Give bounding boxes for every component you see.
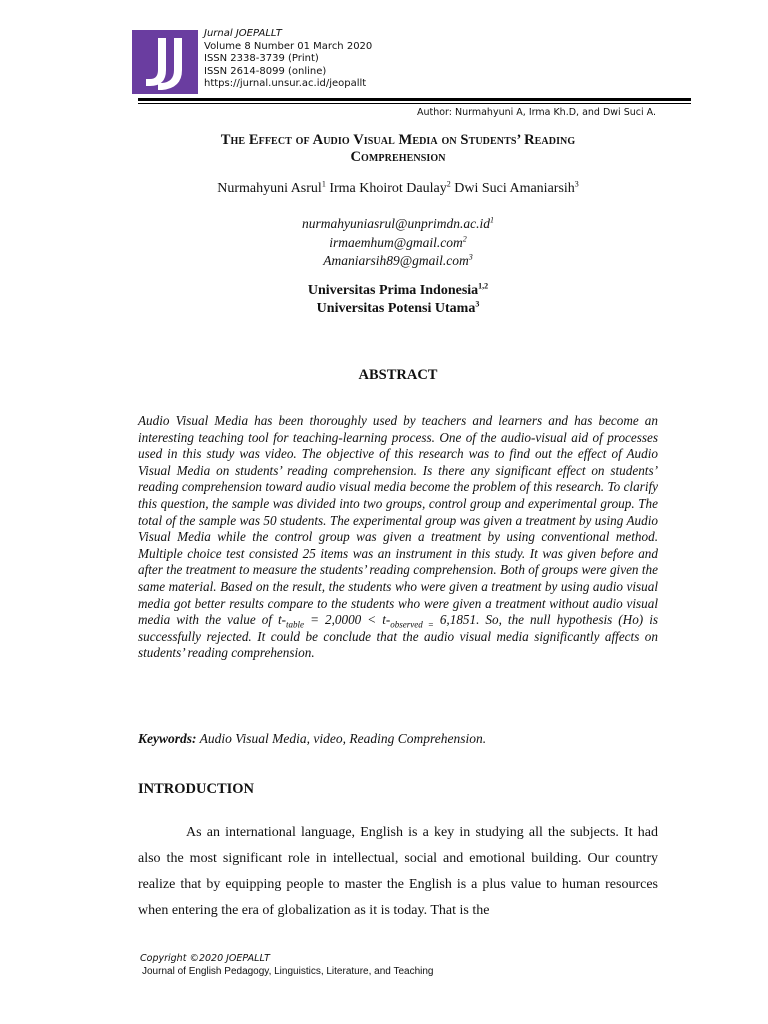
affiliation-sup: 3 [475, 299, 480, 309]
subscript-observed: observed = [390, 619, 434, 630]
issn-print: ISSN 2338-3739 (Print) [204, 53, 319, 64]
author-sup: 1 [321, 179, 326, 189]
author-name: Dwi Suci Amaniarsih [454, 181, 575, 196]
affiliation-name: Universitas Potensi Utama [316, 301, 476, 316]
issn-online: ISSN 2614-8099 (online) [204, 65, 327, 77]
author-email[interactable]: irmaemhum@gmail.com [329, 234, 463, 250]
journal-logo [132, 30, 198, 94]
author-email[interactable]: Amaniarsih89@gmail.com [323, 253, 469, 268]
abstract-text [138, 413, 658, 662]
subscript-table: table [286, 619, 305, 630]
author-name: Irma Khoirot Daulay [329, 181, 447, 196]
author-sup: 3 [574, 179, 579, 189]
journal-name: Jurnal JOEPALLT [204, 28, 282, 39]
author-list [138, 181, 658, 197]
author-email[interactable]: nurmahyuniasrul@unprimdn.ac.id [302, 216, 490, 231]
paper-title-line2: Comprehension [350, 149, 446, 165]
abstract-heading: ABSTRACT [358, 367, 438, 383]
journal-url[interactable]: https://jurnal.unsur.ac.id/jeopallt [204, 78, 367, 89]
email-sup: 3 [468, 252, 473, 262]
running-author-line: Author: Nurmahyuni A, Irma Kh.D, and Dwi Suci A. [416, 107, 656, 118]
abstract-text-part2: = 2,0000 < t- [304, 612, 391, 628]
affiliations [138, 282, 658, 318]
abstract-text-part1: Audio Visual Media has been thoroughly used by teachers and learners and has become an interesting teaching tool for teaching-learning process. One of the audio-visual aid of processes used in this study was video. The objective of this research was to find out the effect of Audio Visual Media on students’ reading comprehension. Is there any significant effect on students’ reading comprehension toward audio visual media become the problem of this research. To clarify this question, the sample was divided into two groups, control group and experimental group. The total of the sample was 50 students. The experimental group was given a treatment by using Audio Visual Media while the control group was given a treatment by using conventional method. Multiple choice test consisted 25 items was an instrument in this study. It was given before and after the treatment to measure the students’ reading comprehension. Both of groups were given the same material. Based on the result, the students who were given a treatment by using audio visual media got better results compare to the students who were given a treatment without audio visual media with the value of t- [138, 413, 658, 628]
copyright-notice: Copyright ©2020 JOEPALLT [140, 953, 270, 964]
affiliation-sup: 1,2 [478, 281, 489, 291]
author-sup: 2 [446, 179, 451, 189]
author-name: Nurmahyuni Asrul [217, 181, 322, 196]
keywords-label: Keywords: [138, 731, 197, 746]
keywords [138, 731, 658, 747]
paper-title-line1: The Effect of Audio Visual Media on Students’ Reading [220, 132, 576, 148]
journal-full-name: Journal of English Pedagogy, Linguistics, Literature, and Teaching [142, 966, 434, 977]
keywords-text: Audio Visual Media, video, Reading Comprehension. [196, 731, 487, 746]
header-rule-thin [138, 103, 691, 104]
paper-title [138, 132, 658, 166]
journal-volume: Volume 8 Number 01 March 2020 [204, 40, 373, 52]
introduction-heading: INTRODUCTION [138, 781, 255, 797]
abstract-text-part3: 6,1851. So, the null hypothesis (Ho) is successfully rejected. It could be conclude that the audio visual media significantly affects on students’ reading comprehension. [138, 612, 659, 661]
introduction-text: As an international language, English is a key in studying all the subjects. It had also the most significant role in intellectual, social and emotional building. Our country realize that by equipping people to master the English is a plus value to human resources when entering the era of globalization as it is today. That is the [138, 825, 658, 918]
email-sup: 2 [462, 234, 467, 243]
journal-info [204, 28, 372, 91]
header-rule-thick [138, 98, 691, 101]
affiliation-name: Universitas Prima Indonesia [307, 283, 479, 298]
journal-logo-mark-icon [132, 30, 198, 94]
email-sup: 1 [489, 215, 494, 225]
author-emails [138, 215, 658, 271]
